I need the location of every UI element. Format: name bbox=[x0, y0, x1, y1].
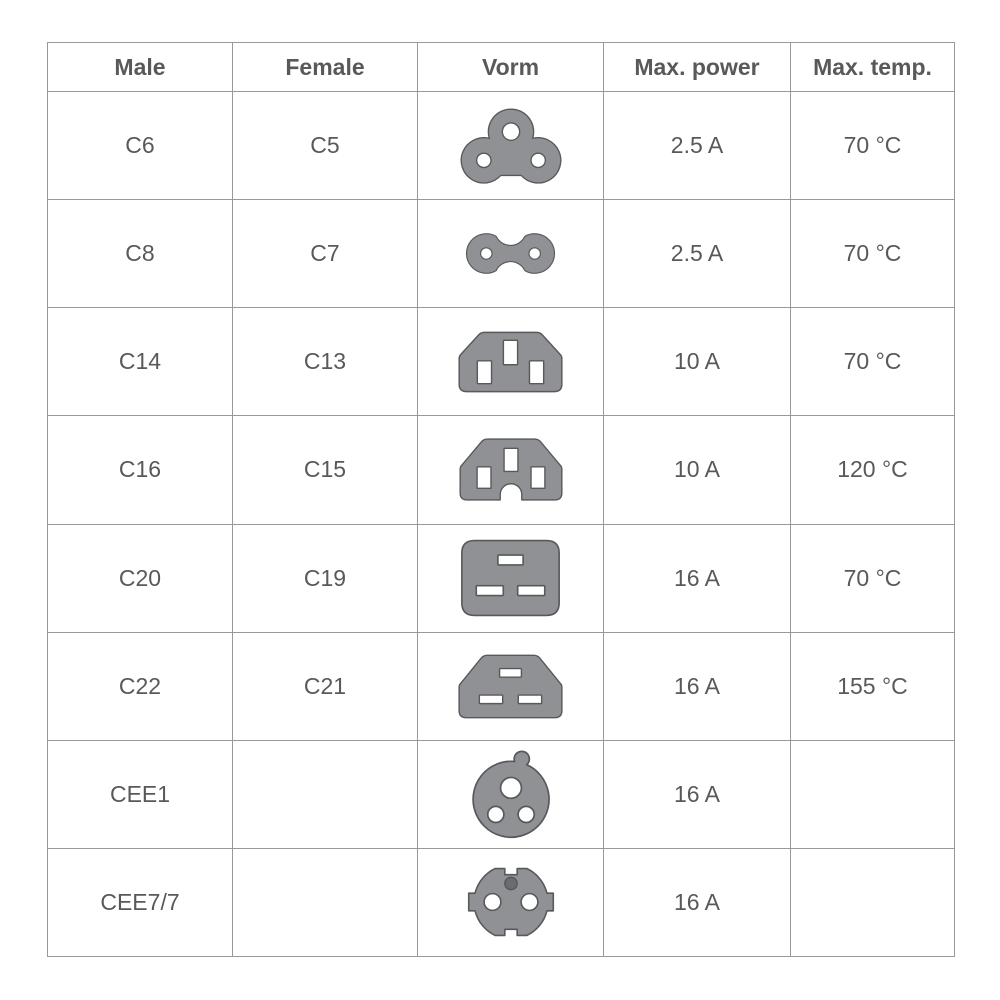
c19-connector-icon bbox=[458, 537, 563, 619]
cee77-schuko-connector-icon bbox=[466, 865, 556, 939]
column-header-female: Female bbox=[233, 43, 418, 92]
cell-female: C5 bbox=[233, 92, 418, 200]
table-row-c14-c13 bbox=[48, 308, 955, 416]
cell-power: 2.5 A bbox=[604, 200, 791, 308]
c7-connector-icon bbox=[464, 231, 557, 276]
column-header-male: Male bbox=[48, 43, 233, 92]
cell-male: C20 bbox=[48, 524, 233, 632]
cell-temp: 120 °C bbox=[791, 416, 955, 524]
cell-temp bbox=[791, 848, 955, 956]
cell-male: C22 bbox=[48, 632, 233, 740]
column-header-vorm: Vorm bbox=[418, 43, 604, 92]
cell-female: C15 bbox=[233, 416, 418, 524]
cell-vorm bbox=[418, 308, 604, 416]
cell-temp: 70 °C bbox=[791, 308, 955, 416]
column-header-temp: Max. temp. bbox=[791, 43, 955, 92]
cell-vorm bbox=[418, 524, 604, 632]
cell-vorm bbox=[418, 848, 604, 956]
connector-table-wrap bbox=[47, 42, 954, 957]
cell-temp: 70 °C bbox=[791, 92, 955, 200]
cell-power: 16 A bbox=[604, 740, 791, 848]
table-row-c20-c19 bbox=[48, 524, 955, 632]
cell-female: C13 bbox=[233, 308, 418, 416]
c5-connector-icon bbox=[458, 106, 564, 186]
cell-power: 16 A bbox=[604, 848, 791, 956]
c21-connector-icon bbox=[456, 652, 565, 721]
header-row bbox=[48, 43, 955, 92]
cell-female: C19 bbox=[233, 524, 418, 632]
table-row-cee1 bbox=[48, 740, 955, 848]
cell-power: 2.5 A bbox=[604, 92, 791, 200]
cell-temp: 70 °C bbox=[791, 524, 955, 632]
cell-vorm bbox=[418, 632, 604, 740]
cell-male: CEE7/7 bbox=[48, 848, 233, 956]
cell-power: 10 A bbox=[604, 416, 791, 524]
cell-female: C7 bbox=[233, 200, 418, 308]
cell-vorm bbox=[418, 200, 604, 308]
connector-table bbox=[47, 42, 955, 957]
column-header-power: Max. power bbox=[604, 43, 791, 92]
cell-vorm bbox=[418, 740, 604, 848]
cell-vorm bbox=[418, 416, 604, 524]
cell-power: 10 A bbox=[604, 308, 791, 416]
cell-male: C16 bbox=[48, 416, 233, 524]
cell-power: 16 A bbox=[604, 632, 791, 740]
table-row-cee77 bbox=[48, 848, 955, 956]
table-row-c8-c7 bbox=[48, 200, 955, 308]
c13-connector-icon bbox=[456, 329, 565, 395]
cell-male: C6 bbox=[48, 92, 233, 200]
cell-male: C8 bbox=[48, 200, 233, 308]
cell-vorm bbox=[418, 92, 604, 200]
cell-power: 16 A bbox=[604, 524, 791, 632]
cee1-connector-icon bbox=[469, 748, 553, 841]
cell-temp: 155 °C bbox=[791, 632, 955, 740]
c15-connector-icon bbox=[457, 436, 565, 503]
earth-pin-dot bbox=[504, 878, 516, 890]
table-row-c16-c15 bbox=[48, 416, 955, 524]
cell-temp bbox=[791, 740, 955, 848]
cell-temp: 70 °C bbox=[791, 200, 955, 308]
cell-female bbox=[233, 740, 418, 848]
table-row-c6-c5 bbox=[48, 92, 955, 200]
cell-female: C21 bbox=[233, 632, 418, 740]
table-row-c22-c21 bbox=[48, 632, 955, 740]
cell-male: C14 bbox=[48, 308, 233, 416]
cell-male: CEE1 bbox=[48, 740, 233, 848]
cell-female bbox=[233, 848, 418, 956]
